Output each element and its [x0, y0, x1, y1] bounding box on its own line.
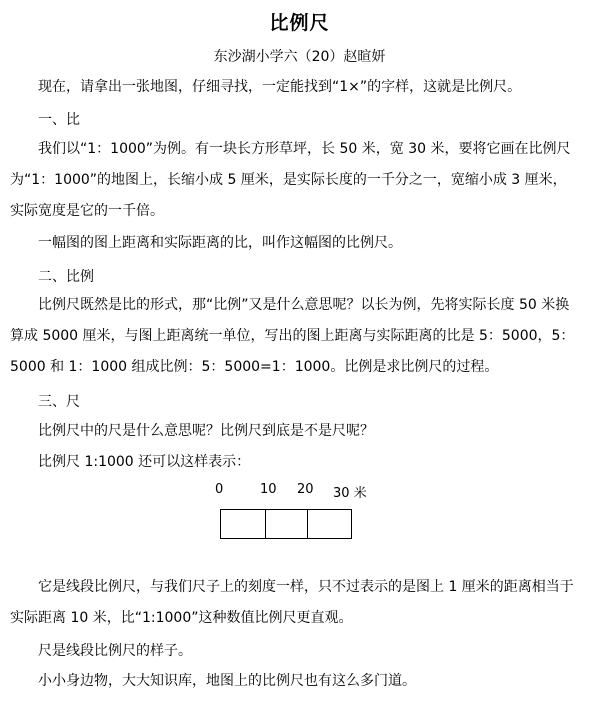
scale-label-30: 30 米	[333, 486, 367, 501]
scale-label-10: 10	[260, 482, 277, 497]
paragraph-5: 比例尺 1:1000 还可以这样表示：	[38, 454, 251, 470]
paragraph-6: 它是线段比例尺，与我们尺子上的刻度一样，只不过表示的是图上 1 厘米的距离相当于实际距离 10 米，比“1:1000”这种数值比例尺更直观。	[10, 579, 574, 626]
line-scale-bar	[215, 482, 375, 542]
scale-segment-3	[307, 509, 352, 539]
section-heading-3: 三、尺	[38, 394, 80, 410]
scale-segment-1	[220, 509, 265, 539]
scale-label-20: 20	[297, 482, 314, 497]
scale-segment-2	[265, 509, 307, 539]
paragraph-7: 尺是线段比例尺的样子。	[38, 643, 192, 659]
paragraph-3: 比例尺既然是比的形式，那“比例”又是什么意思呢？以长为例，先将实际长度 50 米换算成 5000 厘米，与图上距离统一单位，写出的图上距离与实际距离的比是 5：5000，5：5000 和 1：1000 组成比例：5：5000=1：1000。比例是求比例尺的过程。	[10, 297, 575, 375]
paragraph-4: 比例尺中的尺是什么意思呢？比例尺到底是不是尺呢？	[38, 423, 374, 439]
paragraph-1: 我们以“1：1000”为例。有一块长方形草坪，长 50 米，宽 30 米，要将它画在比例尺为“1：1000”的地图上，长缩小成 5 厘米，是实际长度的一千分之一，宽缩小成 3 厘米，实际宽度是它的一千倍。	[10, 141, 571, 219]
section-heading-1: 一、比	[38, 112, 80, 128]
paragraph-2: 一幅图的图上距离和实际距离的比，叫作这幅图的比例尺。	[38, 235, 402, 251]
author-byline: 东沙湖小学六（20）赵暄妍	[213, 49, 386, 65]
intro-paragraph: 现在，请拿出一张地图，仔细寻找，一定能找到“1×”的字样，这就是比例尺。	[38, 79, 522, 95]
page-title: 比例尺	[269, 12, 330, 34]
scale-label-0: 0	[215, 482, 224, 497]
paragraph-8: 小小身边物，大大知识库，地图上的比例尺也有这么多门道。	[38, 673, 416, 689]
section-heading-2: 二、比例	[38, 269, 94, 285]
